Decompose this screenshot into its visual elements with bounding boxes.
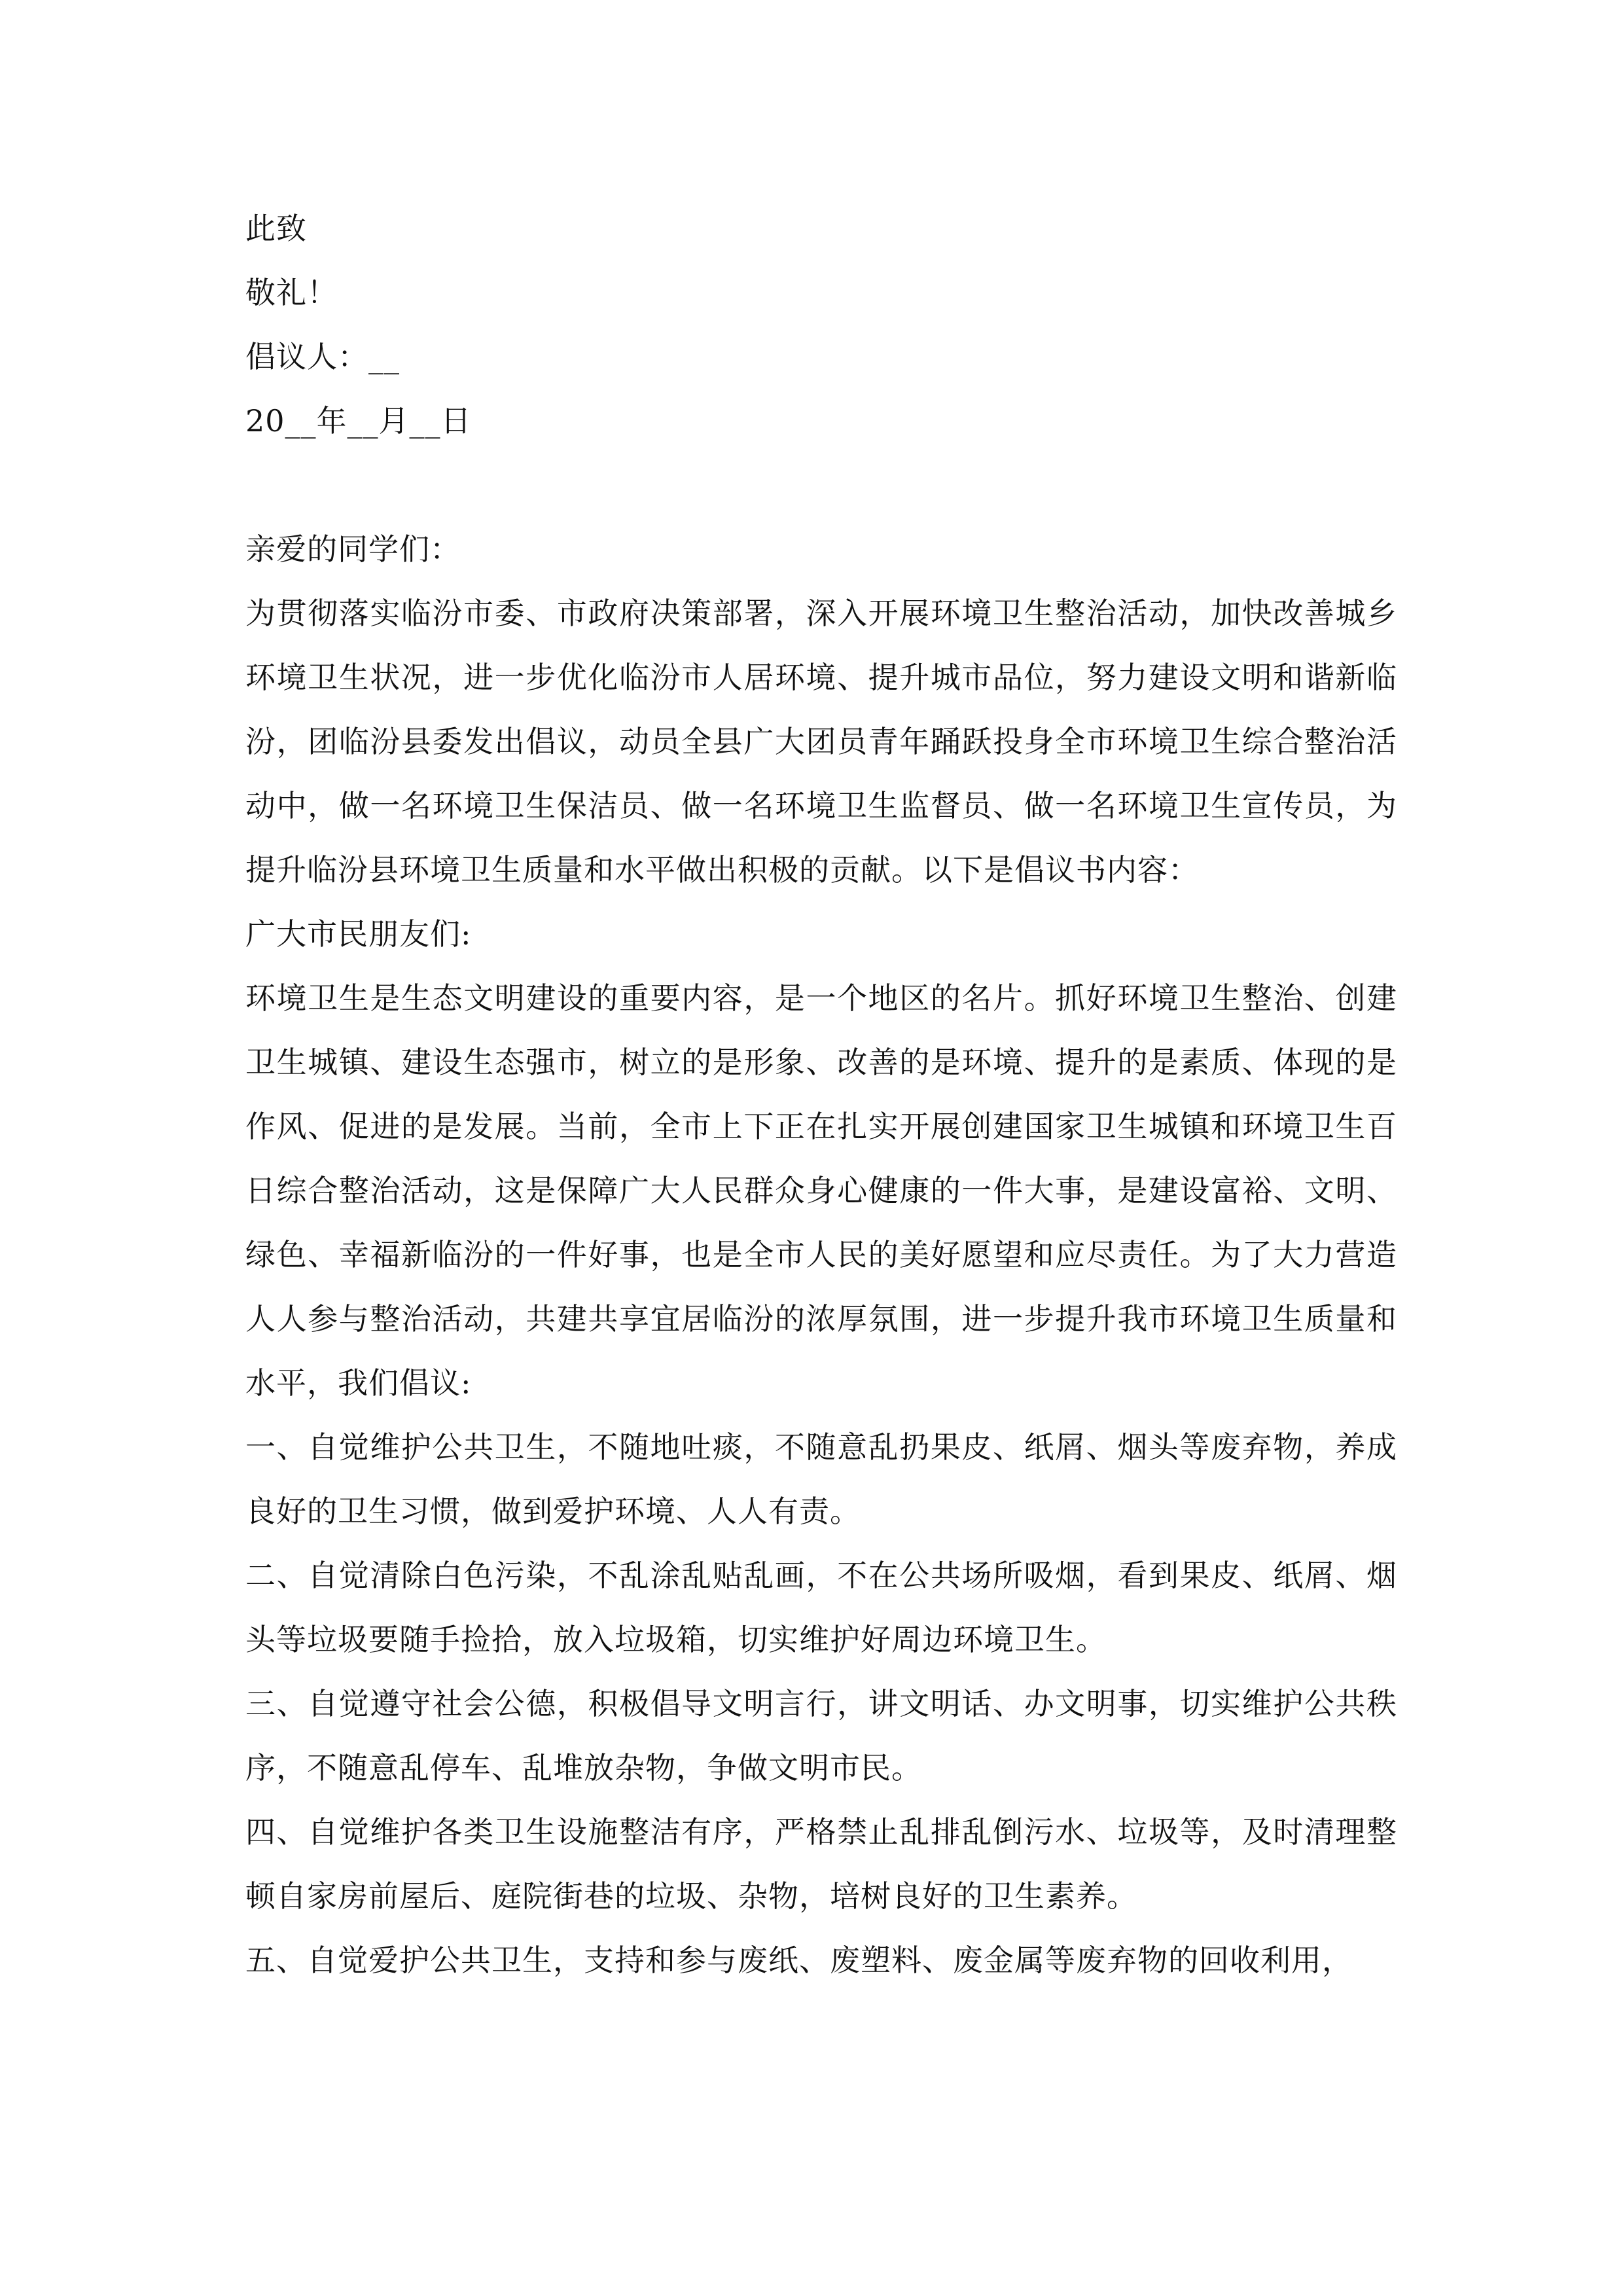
proposal-item-2: 二、自觉清除白色污染，不乱涂乱贴乱画，不在公共场所吸烟，看到果皮、纸屑、烟头等垃圾要随手捡拾，放入垃圾箱，切实维护好周边环境卫生。 xyxy=(245,1558,1397,1657)
proposal-item-1: 一、自觉维护公共卫生，不随地吐痰，不随意乱扔果皮、纸屑、烟头等废弃物，养成良好的卫生习惯，做到爱护环境、人人有责。 xyxy=(245,1429,1397,1529)
date-line: 20__年__月__日 xyxy=(245,403,472,439)
letter-closing xyxy=(245,196,1397,453)
greeting: 亲爱的同学们： xyxy=(245,531,461,567)
closing-respects: 敬礼！ xyxy=(245,275,338,310)
proposal-item-5: 五、自觉爱护公共卫生，支持和参与废纸、废塑料、废金属等废弃物的回收利用， xyxy=(245,1943,1353,1978)
letter-body xyxy=(245,517,1397,1992)
intro-paragraph: 为贯彻落实临汾市委、市政府决策部署，深入开展环境卫生整治活动，加快改善城乡环境卫生状况，进一步优化临汾市人居环境、提升城市品位，努力建设文明和谐新临汾，团临汾县委发出倡议，动员全县广大团员青年踊跃投身全市环境卫生综合整治活动中，做一名环境卫生保洁员、做一名环境卫生监督员、做一名环境卫生宣传员，为提升临汾县环境卫生质量和水平做出积极的贡献。以下是倡议书内容： xyxy=(245,596,1397,888)
proposer-line: 倡议人：__ xyxy=(245,339,400,374)
body-paragraph: 环境卫生是生态文明建设的重要内容，是一个地区的名片。抓好环境卫生整治、创建卫生城镇、建设生态强市，树立的是形象、改善的是环境、提升的是素质、体现的是作风、促进的是发展。当前，全市上下正在扎实开展创建国家卫生城镇和环境卫生百日综合整治活动，这是保障广大人民群众身心健康的一件大事，是建设富裕、文明、绿色、幸福新临汾的一件好事，也是全市人民的美好愿望和应尽责任。为了大力营造人人参与整治活动，共建共享宜居临汾的浓厚氛围，进一步提升我市环境卫生质量和水平，我们倡议: xyxy=(245,980,1397,1401)
proposal-item-4: 四、自觉维护各类卫生设施整洁有序，严格禁止乱排乱倒污水、垃圾等，及时清理整顿自家房前屋后、庭院街巷的垃圾、杂物，培树良好的卫生素养。 xyxy=(245,1814,1397,1914)
secondary-salutation: 广大市民朋友们: xyxy=(245,916,472,952)
closing-salutation: 此致 xyxy=(245,211,307,246)
proposal-item-3: 三、自觉遵守社会公德，积极倡导文明言行，讲文明话、办文明事，切实维护公共秩序，不随意乱停车、乱堆放杂物，争做文明市民。 xyxy=(245,1686,1397,1785)
